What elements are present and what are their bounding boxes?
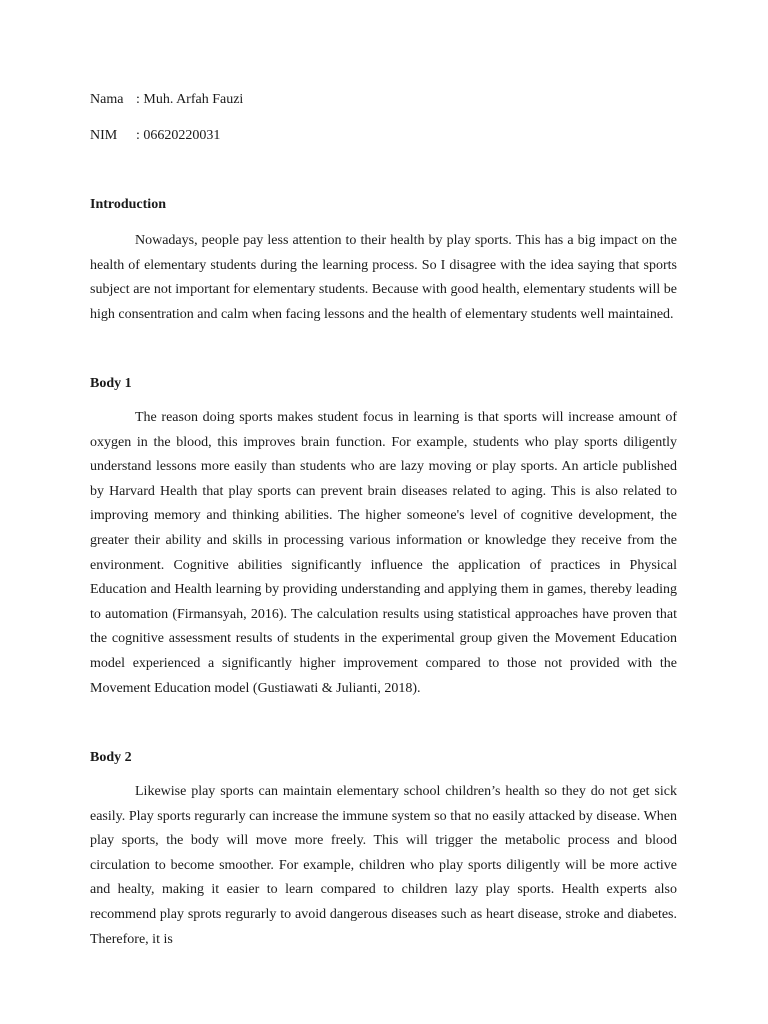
nim-label: NIM: [90, 128, 118, 143]
body-2-heading: Body 2: [90, 750, 132, 765]
introduction-heading: Introduction: [90, 197, 166, 212]
introduction-paragraph: Nowadays, people pay less attention to their health by play sports. This has a big impact on the health of elementary students during the learning process. So I disagree with the idea saying that sports subject are not important for elementary students. Because with good health, elementary students will be high consentration and calm when facing lessons and the health of elementary students well maintained.: [90, 233, 677, 322]
body-2-paragraph: Likewise play sports can maintain elementary school children’s health so they do not get sick easily. Play sports regurarly can increase the immune system so that no easily attacked by disease. When play sports, the body will move more freely. This will trigger the metabolic process and blood circulation to become smoother. For example, children who play sports diligently will be more active and healty, making it easier to learn compared to children lazy play sports. Health experts also recommend play sprots regurarly to avoid dangerous diseases such as heart disease, stroke and diabetes. Therefore, it is: [90, 784, 677, 947]
body-1-heading: Body 1: [90, 376, 132, 391]
body-1-paragraph: The reason doing sports makes student focus in learning is that sports will increase amount of oxygen in the blood, this improves brain function. For example, students who play sports diligently understand lessons more easily than students who are lazy moving or play sports. An article published by Harvard Health that play sports can prevent brain diseases related to aging. This is also related to improving memory and thinking abilities. The higher someone's level of cognitive development, the greater their ability and skills in processing various information or knowledge they receive from the environment. Cognitive abilities significantly influence the application of practices in Physical Education and Health learning by providing understanding and applying them in games, thereby leading to automation (Firmansyah, 2016). The calculation results using statistical approaches have proven that the cognitive assessment results of students in the experimental group given the Movement Education model experienced a significantly higher improvement compared to those not provided with the Movement Education model (Gustiawati & Julianti, 2018).: [90, 410, 677, 696]
nim-row: [90, 128, 220, 144]
name-value: : Muh. Arfah Fauzi: [136, 92, 244, 107]
nim-value: : 06620220031: [136, 128, 221, 143]
name-label: Nama: [90, 92, 124, 107]
name-row: [90, 92, 243, 108]
